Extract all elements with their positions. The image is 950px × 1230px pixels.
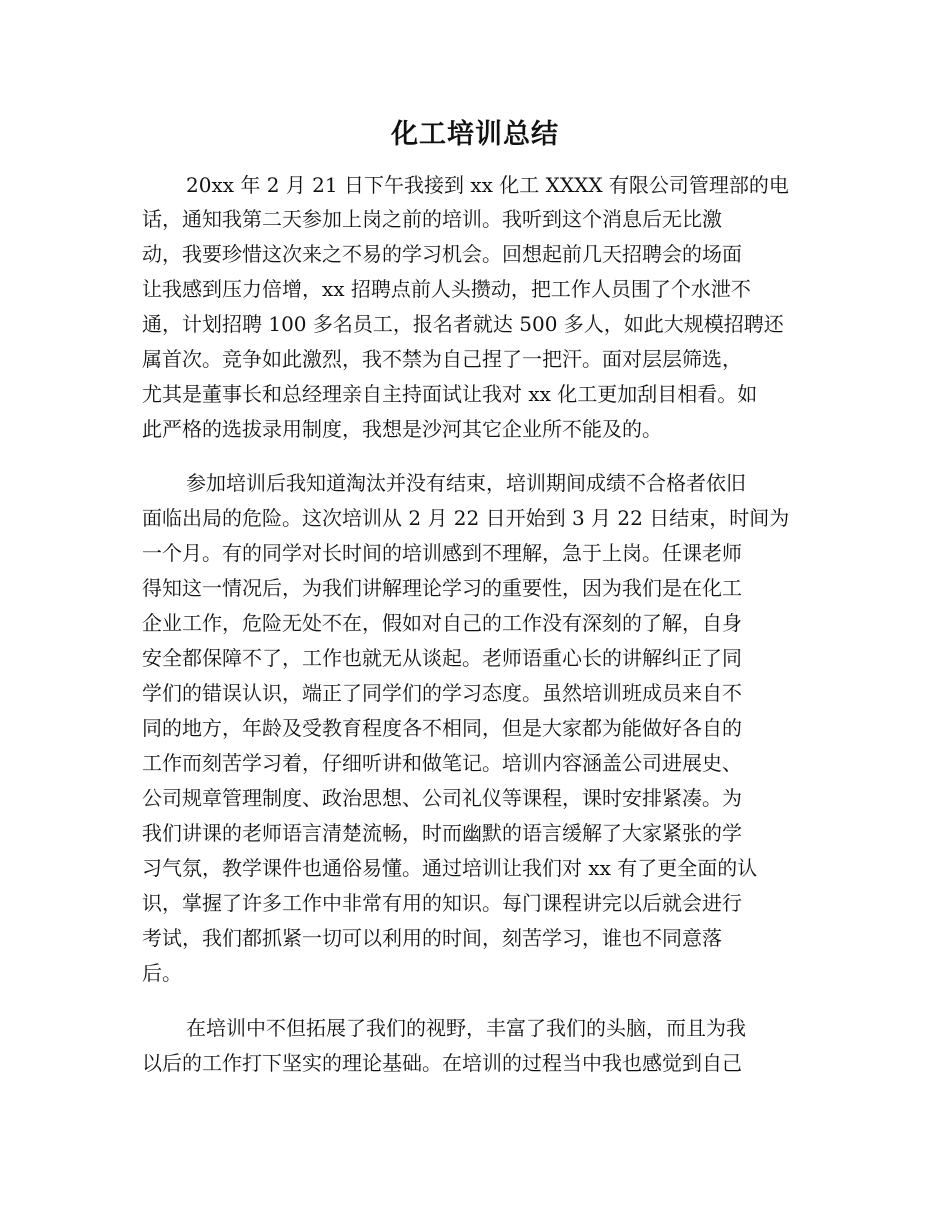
text-line: 我们讲课的老师语言清楚流畅，时而幽默的语言缓解了大家紧张的学 — [142, 821, 742, 845]
text-line: 安全都保障不了，工作也就无从谈起。老师语重心长的讲解纠正了同 — [142, 646, 742, 670]
text-line: 面临出局的危险。这次培训从 2 月 22 日开始到 3 月 22 日结束，时间为 — [142, 506, 790, 530]
text-line: 得知这一情况后，为我们讲解理论学习的重要性，因为我们是在化工 — [142, 576, 742, 600]
text-line: 让我感到压力倍增，xx 招聘点前人头攒动，把工作人员围了个水泄不 — [142, 277, 751, 301]
text-line: 同的地方，年龄及受教育程度各不相同，但是大家都为能做好各自的 — [142, 716, 742, 740]
text-line: 属首次。竞争如此激烈，我不禁为自己捏了一把汗。面对层层筛选， — [142, 347, 742, 371]
document-title: 化工培训总结 — [391, 119, 559, 150]
text-line: 在培训中不但拓展了我们的视野，丰富了我们的头脑，而且为我 — [186, 1016, 746, 1040]
text-line: 后。 — [142, 961, 182, 985]
text-line: 习气氛，教学课件也通俗易懂。通过培训让我们对 xx 有了更全面的认 — [142, 856, 758, 880]
text-line: 公司规章管理制度、政治思想、公司礼仪等课程，课时安排紧凑。为 — [142, 786, 742, 810]
text-line: 一个月。有的同学对长时间的培训感到不理解，急于上岗。任课老师 — [142, 541, 742, 565]
text-line: 企业工作，危险无处不在，假如对自己的工作没有深刻的了解，自身 — [142, 611, 742, 635]
text-line: 学们的错误认识，端正了同学们的学习态度。虽然培训班成员来自不 — [142, 681, 742, 705]
text-line: 话，通知我第二天参加上岗之前的培训。我听到这个消息后无比激 — [142, 207, 722, 231]
text-line: 20xx 年 2 月 21 日下午我接到 xx 化工 XXXX 有限公司管理部的电 — [186, 173, 789, 197]
text-line: 通，计划招聘 100 多名员工，报名者就达 500 多人，如此大规模招聘还 — [142, 312, 784, 336]
text-line: 动，我要珍惜这次来之不易的学习机会。回想起前几天招聘会的场面 — [142, 242, 742, 266]
text-line: 此严格的选拔录用制度，我想是沙河其它企业所不能及的。 — [142, 417, 662, 441]
text-line: 参加培训后我知道淘汰并没有结束，培训期间成绩不合格者依旧 — [186, 471, 746, 495]
text-line: 尤其是董事长和总经理亲自主持面试让我对 xx 化工更加刮目相看。如 — [142, 382, 758, 406]
text-line: 考试，我们都抓紧一切可以利用的时间，刻苦学习，谁也不同意落 — [142, 926, 722, 950]
text-line: 以后的工作打下坚实的理论基础。在培训的过程当中我也感觉到自己 — [142, 1051, 742, 1075]
text-line: 工作而刻苦学习着，仔细听讲和做笔记。培训内容涵盖公司进展史、 — [142, 751, 742, 775]
text-line: 识，掌握了许多工作中非常有用的知识。每门课程讲完以后就会进行 — [142, 891, 742, 915]
